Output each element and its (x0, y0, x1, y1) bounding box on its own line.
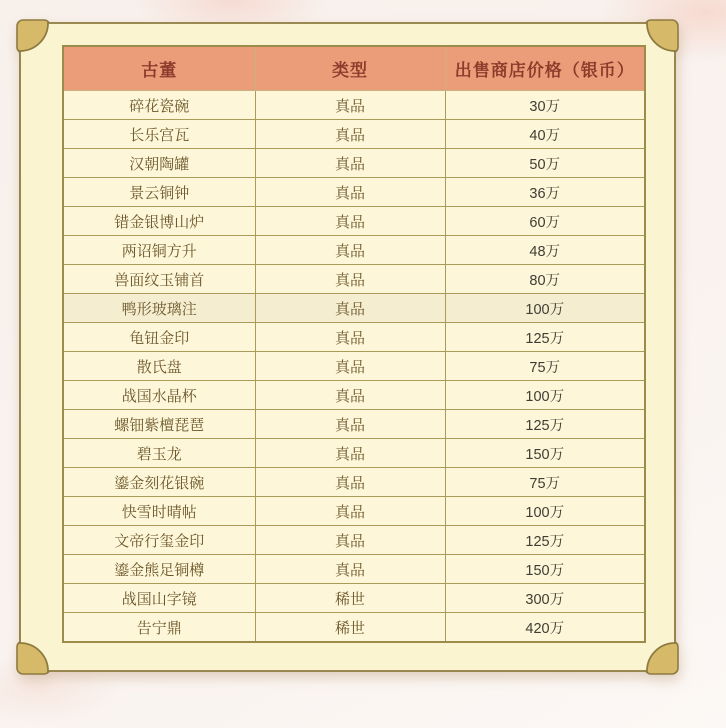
antique-name-cell: 碧玉龙 (63, 439, 255, 468)
antique-name-cell: 汉朝陶罐 (63, 149, 255, 178)
table-row (63, 410, 645, 439)
price-cell: 75万 (445, 352, 645, 381)
table-row (63, 468, 645, 497)
type-cell: 真品 (255, 526, 445, 555)
antique-name-cell: 战国山字镜 (63, 584, 255, 613)
type-cell: 真品 (255, 439, 445, 468)
type-cell: 真品 (255, 178, 445, 207)
antique-name-cell: 兽面纹玉铺首 (63, 265, 255, 294)
price-cell: 100万 (445, 497, 645, 526)
antique-name-cell: 错金银博山炉 (63, 207, 255, 236)
type-cell: 真品 (255, 323, 445, 352)
type-cell: 真品 (255, 352, 445, 381)
price-cell: 125万 (445, 323, 645, 352)
table-row (63, 497, 645, 526)
price-cell: 100万 (445, 381, 645, 410)
price-cell: 300万 (445, 584, 645, 613)
table-row (63, 120, 645, 149)
table-row (63, 323, 645, 352)
price-cell: 420万 (445, 613, 645, 643)
antique-name-cell: 两诏铜方升 (63, 236, 255, 265)
table-row (63, 294, 645, 323)
table-row (63, 381, 645, 410)
table-body (63, 91, 645, 643)
type-cell: 真品 (255, 91, 445, 120)
table-row (63, 439, 645, 468)
table-row (63, 91, 645, 120)
antique-name-cell: 长乐宫瓦 (63, 120, 255, 149)
type-cell: 真品 (255, 265, 445, 294)
table-row (63, 207, 645, 236)
price-cell: 125万 (445, 410, 645, 439)
price-cell: 50万 (445, 149, 645, 178)
header-row (63, 46, 645, 91)
type-cell: 真品 (255, 555, 445, 584)
price-cell: 60万 (445, 207, 645, 236)
antique-name-cell: 鎏金熊足铜樽 (63, 555, 255, 584)
column-header-type: 类型 (255, 46, 445, 91)
antique-name-cell: 景云铜钟 (63, 178, 255, 207)
type-cell: 稀世 (255, 613, 445, 643)
type-cell: 真品 (255, 381, 445, 410)
price-cell: 150万 (445, 555, 645, 584)
antique-name-cell: 鎏金刻花银碗 (63, 468, 255, 497)
antique-price-table (62, 45, 646, 643)
price-cell: 125万 (445, 526, 645, 555)
antique-name-cell: 告宁鼎 (63, 613, 255, 643)
type-cell: 真品 (255, 410, 445, 439)
type-cell: 真品 (255, 149, 445, 178)
price-cell: 150万 (445, 439, 645, 468)
type-cell: 真品 (255, 236, 445, 265)
table-row (63, 352, 645, 381)
price-cell: 36万 (445, 178, 645, 207)
price-cell: 40万 (445, 120, 645, 149)
price-cell: 75万 (445, 468, 645, 497)
table-row (63, 584, 645, 613)
table-row (63, 526, 645, 555)
antique-name-cell: 龟钮金印 (63, 323, 255, 352)
table-row (63, 178, 645, 207)
table-row (63, 236, 645, 265)
column-header-antique: 古董 (63, 46, 255, 91)
table-row (63, 149, 645, 178)
table-row (63, 265, 645, 294)
type-cell: 真品 (255, 294, 445, 323)
type-cell: 真品 (255, 207, 445, 236)
price-cell: 80万 (445, 265, 645, 294)
table-row (63, 613, 645, 643)
antique-name-cell: 散氏盘 (63, 352, 255, 381)
antique-name-cell: 快雪时晴帖 (63, 497, 255, 526)
type-cell: 真品 (255, 468, 445, 497)
antique-name-cell: 螺钿紫檀琵琶 (63, 410, 255, 439)
type-cell: 真品 (255, 120, 445, 149)
antique-name-cell: 文帝行玺金印 (63, 526, 255, 555)
antique-name-cell: 战国水晶杯 (63, 381, 255, 410)
table-row (63, 555, 645, 584)
price-cell: 100万 (445, 294, 645, 323)
table-header (63, 46, 645, 91)
antique-name-cell: 鸭形玻璃注 (63, 294, 255, 323)
column-header-price: 出售商店价格（银币） (445, 46, 645, 91)
antique-name-cell: 碎花瓷碗 (63, 91, 255, 120)
type-cell: 稀世 (255, 584, 445, 613)
type-cell: 真品 (255, 497, 445, 526)
price-cell: 48万 (445, 236, 645, 265)
price-cell: 30万 (445, 91, 645, 120)
